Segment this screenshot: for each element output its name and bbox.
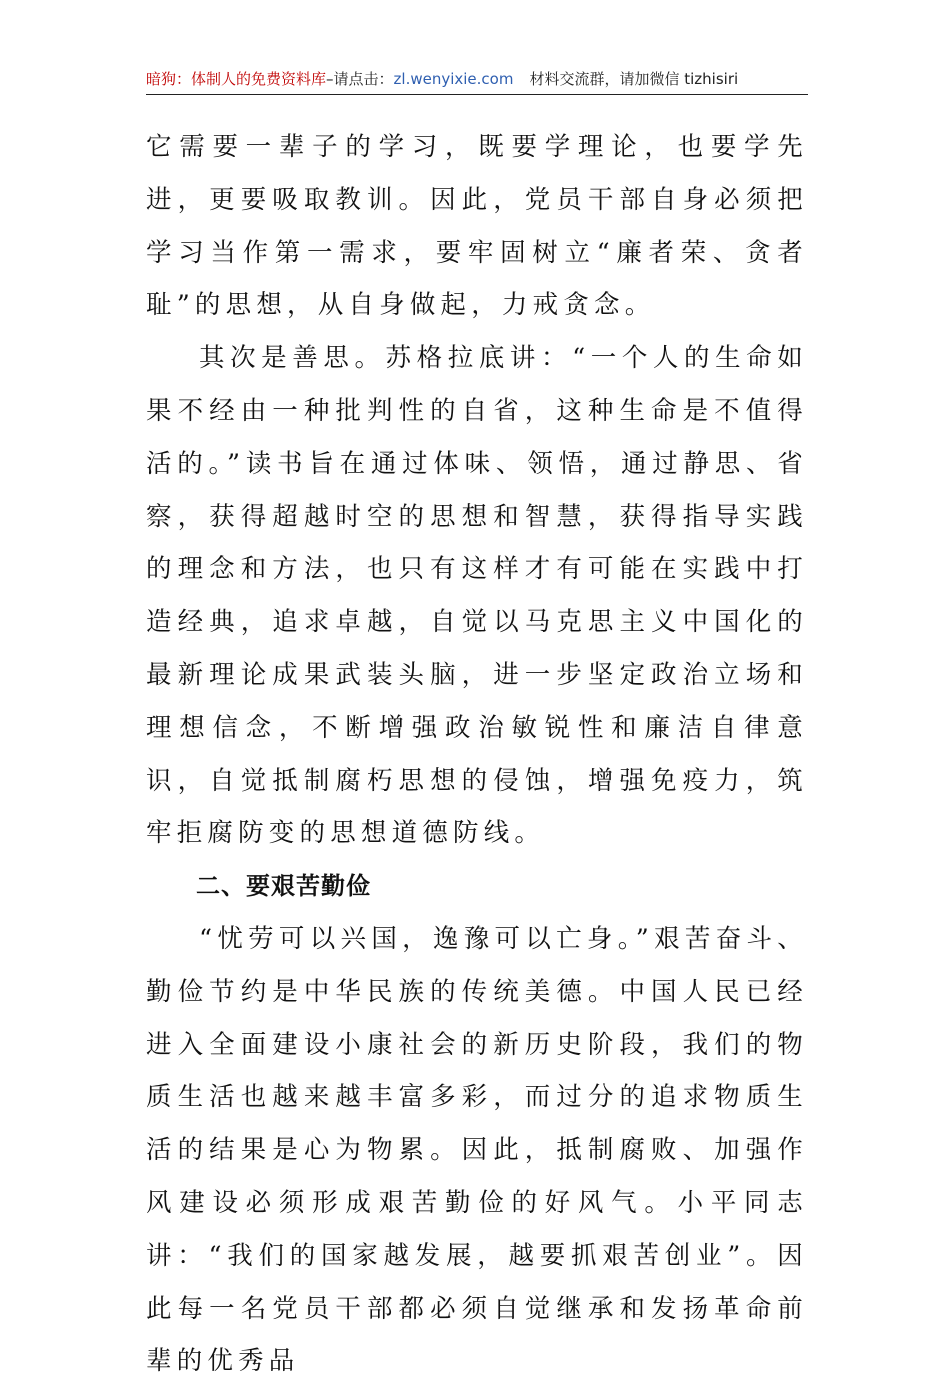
paragraph-1: 它需要一辈子的学习，既要学理论，也要学先进，更要吸取教训。因此，党员干部自身必须把学习当作第一需求，要牢固树立“廉者荣、贪者耻”的思想，从自身做起，力戒贪念。 bbox=[146, 132, 808, 321]
section-heading: 二、要艰苦勤俭 bbox=[196, 872, 371, 901]
paragraph-2: 其次是善思。苏格拉底讲：“一个人的生命如果不经由一种批判性的自省，这种生命是不值得活的。”读书旨在通过体味、领悟，通过静思、省察，获得超越时空的思想和智慧，获得指导实践的理念和方法，也只有这样才有可能在实践中打造经典，追求卓越，自觉以马克思主义中国化的最新理论成果武装头脑，进一步坚定政治立场和理想信念，不断增强政治敏锐性和廉洁自律意识，自觉抵制腐朽思想的侵蚀，增强免疫力，筑牢拒腐防变的思想道德防线。 bbox=[146, 343, 808, 849]
page-header bbox=[146, 66, 808, 95]
document-body bbox=[146, 121, 808, 1388]
wechat-note: 材料交流群，请加微信 tizhisiri bbox=[529, 70, 739, 88]
site-link[interactable]: zl.wenyixie.com bbox=[393, 70, 514, 88]
promo-text: 暗狗：体制人的免费资料库 bbox=[146, 70, 327, 88]
click-prompt: –请点击： bbox=[326, 70, 394, 88]
paragraph-3: “忧劳可以兴国，逸豫可以亡身。”艰苦奋斗、勤俭节约是中华民族的传统美德。中国人民已经进入全面建设小康社会的新历史阶段，我们的物质生活也越来越丰富多彩，而过分的追求物质生活的结果是心为物累。因此，抵制腐败、加强作风建设必须形成艰苦勤俭的好风气。小平同志讲：“我们的国家越发展，越要抓艰苦创业”。因此每一名党员干部都必须自觉继承和发扬革命前辈的优秀品 bbox=[146, 923, 808, 1377]
